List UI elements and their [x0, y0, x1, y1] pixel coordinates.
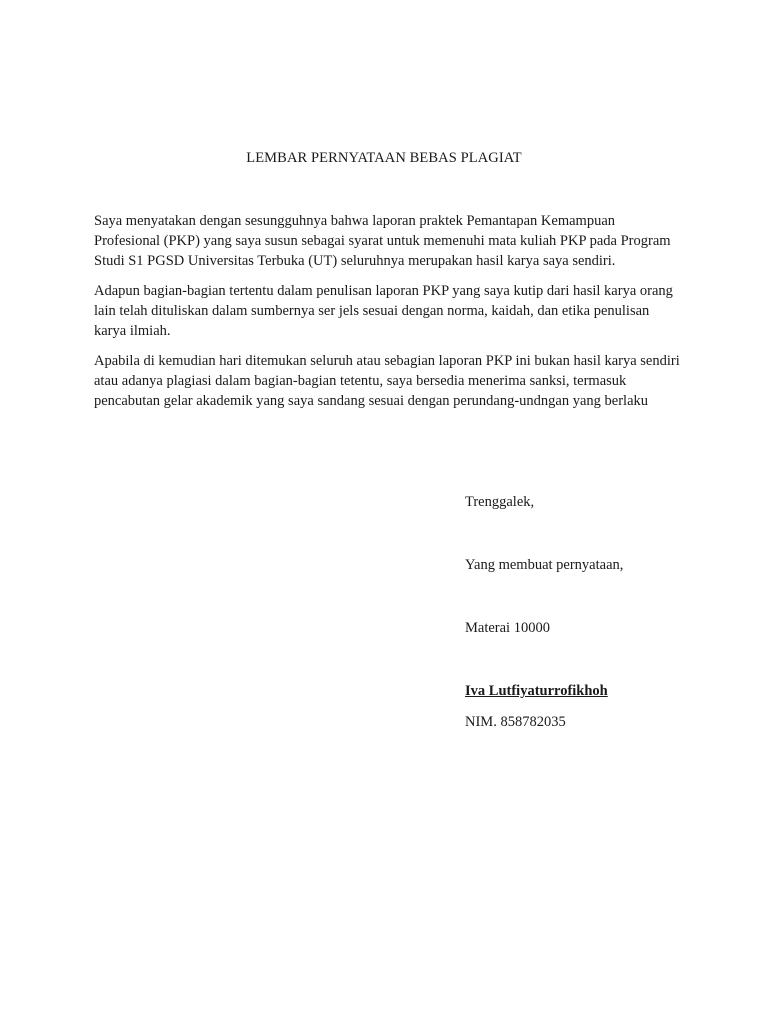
signature-place: Trenggalek, — [465, 494, 535, 510]
document-title: LEMBAR PERNYATAAN BEBAS PLAGIAT — [246, 150, 522, 166]
paragraph-2: Adapun bagian-bagian tertentu dalam penulisan laporan PKP yang saya kutip dari hasil karya orang lain telah dituliskan dalam sumbernya ser jels sesuai dengan norma, kaidah, dan etika penulisan karya ilmiah. — [94, 283, 673, 339]
paragraph-3: Apabila di kemudian hari ditemukan seluruh atau sebagian laporan PKP ini bukan hasil karya sendiri atau adanya plagiasi dalam bagian-bagian tetentu, saya bersedia menerima sanksi, termasuk pencabutan gelar akademik yang saya sandang sesuai dengan perundang-undngan yang berlaku — [94, 353, 680, 409]
signatory-name: Iva Lutfiyaturrofikhoh — [465, 683, 608, 699]
statement-body — [94, 211, 684, 421]
paragraph-1: Saya menyatakan dengan sesungguhnya bahwa laporan praktek Pemantapan Kemampuan Profesional (PKP) yang saya susun sebagai syarat untuk memenuhi mata kuliah PKP pada Program Studi S1 PGSD Universitas Terbuka (UT) seluruhnya merupakan hasil karya saya sendiri. — [94, 213, 671, 269]
stamp-label: Materai 10000 — [465, 620, 550, 636]
signature-statement: Yang membuat pernyataan, — [465, 557, 624, 573]
signatory-nim: NIM. 858782035 — [465, 714, 566, 730]
